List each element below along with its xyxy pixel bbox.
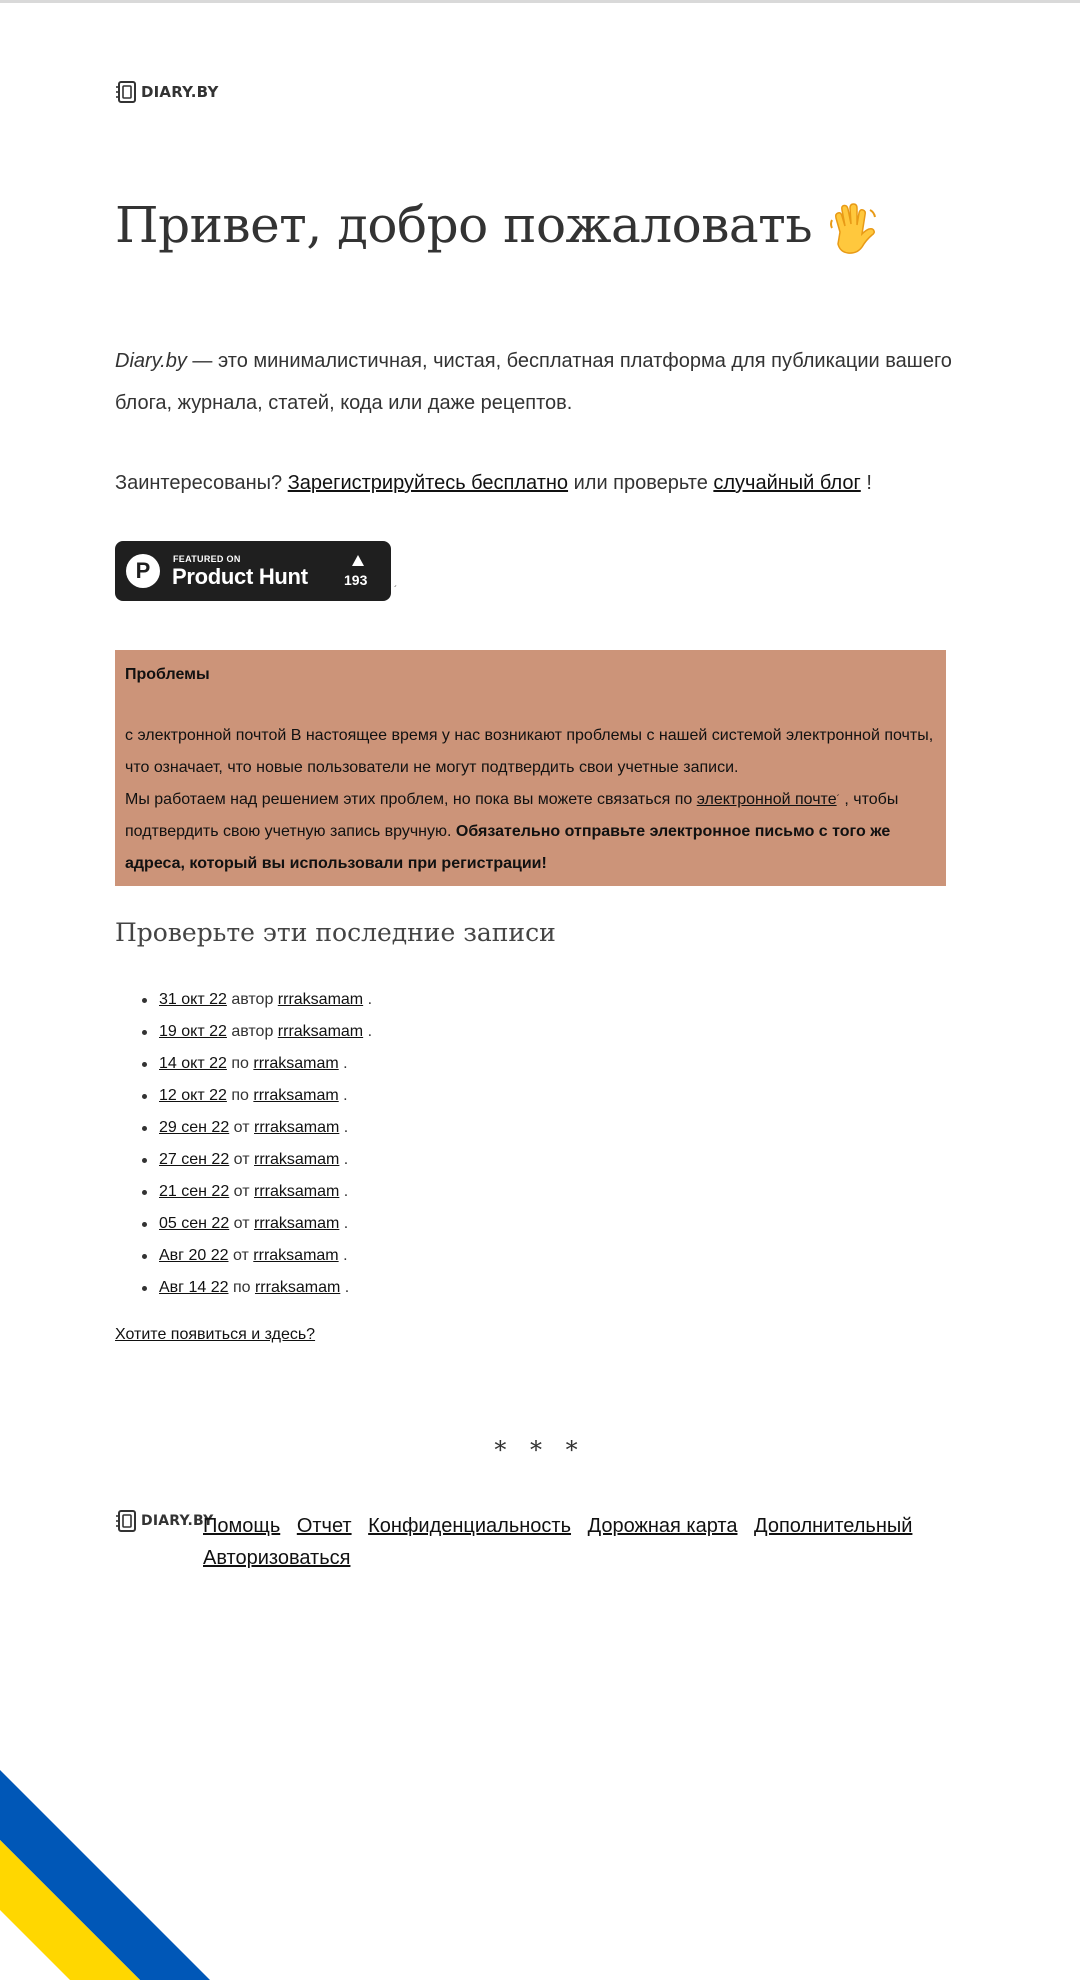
top-border <box>0 0 1080 3</box>
post-date-link[interactable]: 12 окт 22 <box>159 1087 227 1104</box>
want-to-appear-link[interactable]: Хотите появиться и здесь? <box>115 1326 316 1343</box>
list-item <box>159 1272 372 1304</box>
external-link-icon: ´ <box>836 794 840 805</box>
list-item <box>159 1144 372 1176</box>
post-date-link[interactable]: Авг 14 22 <box>159 1279 229 1296</box>
brand-logo[interactable] <box>115 80 219 104</box>
post-date-link[interactable]: 27 сен 22 <box>159 1151 230 1168</box>
list-item <box>159 1208 372 1240</box>
call-to-action <box>115 462 1015 504</box>
footer-brand-logo[interactable] <box>115 1509 213 1533</box>
post-author-link[interactable]: rrraksamam <box>253 1087 339 1104</box>
post-by: от <box>233 1183 250 1200</box>
notice-line2-prefix: Мы работаем над решением этих проблем, но пока вы можете связаться по <box>125 791 697 808</box>
list-item <box>159 1240 372 1272</box>
list-item <box>159 1112 372 1144</box>
list-item <box>159 1016 372 1048</box>
notice-line1: с электронной почтой В настоящее время у нас возникают проблемы с нашей системой электронной почты, что означает, что новые пользователи не могут подтвердить свои учетные записи. <box>125 727 934 776</box>
post-author-link[interactable]: rrraksamam <box>253 1055 339 1072</box>
post-by: от <box>233 1215 250 1232</box>
section-divider: * * * <box>494 1436 586 1464</box>
post-end: . <box>343 1087 348 1104</box>
post-by: от <box>233 1119 250 1136</box>
brand-name: DIARY.BY <box>141 83 219 101</box>
upvote-arrow-icon <box>352 555 364 566</box>
post-author-link[interactable]: rrraksamam <box>253 1247 339 1264</box>
ukraine-flag-ribbon <box>0 1770 220 1980</box>
notice-line2-suffix: , чтобы подтвердить свою учетную запись вручную. <box>125 791 899 840</box>
notebook-icon <box>115 80 137 104</box>
product-hunt-name: Product Hunt <box>172 564 308 589</box>
post-author-link[interactable]: rrraksamam <box>254 1151 340 1168</box>
post-author-link[interactable]: rrraksamam <box>254 1279 341 1296</box>
footer-link-privacy[interactable]: Конфиденциальность <box>368 1515 572 1537</box>
post-end: . <box>343 1183 349 1200</box>
post-date-link[interactable]: 14 окт 22 <box>159 1055 227 1072</box>
footer-link-roadmap[interactable]: Дорожная карта <box>587 1515 738 1537</box>
cta-prefix: Заинтересованы? <box>115 472 288 494</box>
notice-bold: Обязательно отправьте электронное письмо с того же адреса, который вы использовали при регистрации! <box>125 823 891 872</box>
intro-paragraph <box>115 340 955 424</box>
footer-link-help[interactable]: Помощь <box>203 1515 281 1537</box>
cta-suffix: ! <box>860 472 872 494</box>
product-hunt-logo-icon: P <box>126 554 160 588</box>
list-item <box>159 1080 372 1112</box>
post-author-link[interactable]: rrraksamam <box>277 991 364 1008</box>
post-date-link[interactable]: 31 окт 22 <box>159 991 227 1008</box>
footer-link-more[interactable]: Дополнительный <box>754 1515 913 1537</box>
post-by: по <box>231 1087 249 1104</box>
post-end: . <box>343 1215 349 1232</box>
footer-link-login[interactable]: Авторизоваться <box>203 1547 351 1569</box>
post-date-link[interactable]: 29 сен 22 <box>159 1119 230 1136</box>
post-end: . <box>367 991 373 1008</box>
post-author-link[interactable]: rrraksamam <box>277 1023 364 1040</box>
post-end: . <box>367 1023 373 1040</box>
post-date-link[interactable]: Авг 20 22 <box>159 1247 229 1264</box>
external-link-icon: ´ <box>394 585 398 596</box>
random-blog-link[interactable]: случайный блог <box>713 472 861 494</box>
post-by: по <box>232 1279 251 1296</box>
notebook-icon <box>115 1509 137 1533</box>
footer-brand-name: DIARY.BY <box>141 1513 214 1529</box>
footer-link-report[interactable]: Отчет <box>296 1515 352 1537</box>
post-end: . <box>343 1119 349 1136</box>
list-item <box>159 984 372 1016</box>
post-date-link[interactable]: 05 сен 22 <box>159 1215 230 1232</box>
site-name: Diary.by <box>115 350 187 372</box>
post-end: . <box>344 1279 350 1296</box>
post-by: автор <box>231 1023 274 1040</box>
recent-posts-heading: Проверьте эти последние записи <box>115 918 556 947</box>
product-hunt-votes: 193 <box>344 572 368 588</box>
list-item <box>159 1048 372 1080</box>
footer-nav <box>203 1510 963 1574</box>
product-hunt-featured-label: FEATURED ON <box>173 554 241 564</box>
post-by: от <box>232 1247 249 1264</box>
page-title-text: Привет, добро пожаловать <box>115 196 813 254</box>
post-by: автор <box>231 991 274 1008</box>
notice-body <box>125 720 940 880</box>
post-author-link[interactable]: rrraksamam <box>254 1119 340 1136</box>
post-by: по <box>231 1055 249 1072</box>
post-date-link[interactable]: 21 сен 22 <box>159 1183 230 1200</box>
post-author-link[interactable]: rrraksamam <box>254 1183 340 1200</box>
cta-middle: или проверьте <box>568 472 714 494</box>
post-end: . <box>343 1247 348 1264</box>
notice-title: Проблемы <box>125 666 210 683</box>
post-by: от <box>233 1151 250 1168</box>
page-title <box>115 196 880 256</box>
list-item <box>159 1176 372 1208</box>
email-issues-notice <box>115 650 946 886</box>
recent-posts-list <box>115 984 372 1304</box>
intro-description: — это минималистичная, чистая, бесплатная платформа для публикации вашего блога, журнала, статей, кода или даже рецептов. <box>115 350 952 414</box>
waving-hand-icon <box>826 202 880 256</box>
product-hunt-badge[interactable] <box>115 541 391 601</box>
post-author-link[interactable]: rrraksamam <box>254 1215 340 1232</box>
email-link[interactable]: электронной почте <box>696 791 837 808</box>
post-end: . <box>343 1055 348 1072</box>
post-date-link[interactable]: 19 окт 22 <box>159 1023 227 1040</box>
signup-link[interactable]: Зарегистрируйтесь бесплатно <box>287 472 569 494</box>
post-end: . <box>343 1151 349 1168</box>
